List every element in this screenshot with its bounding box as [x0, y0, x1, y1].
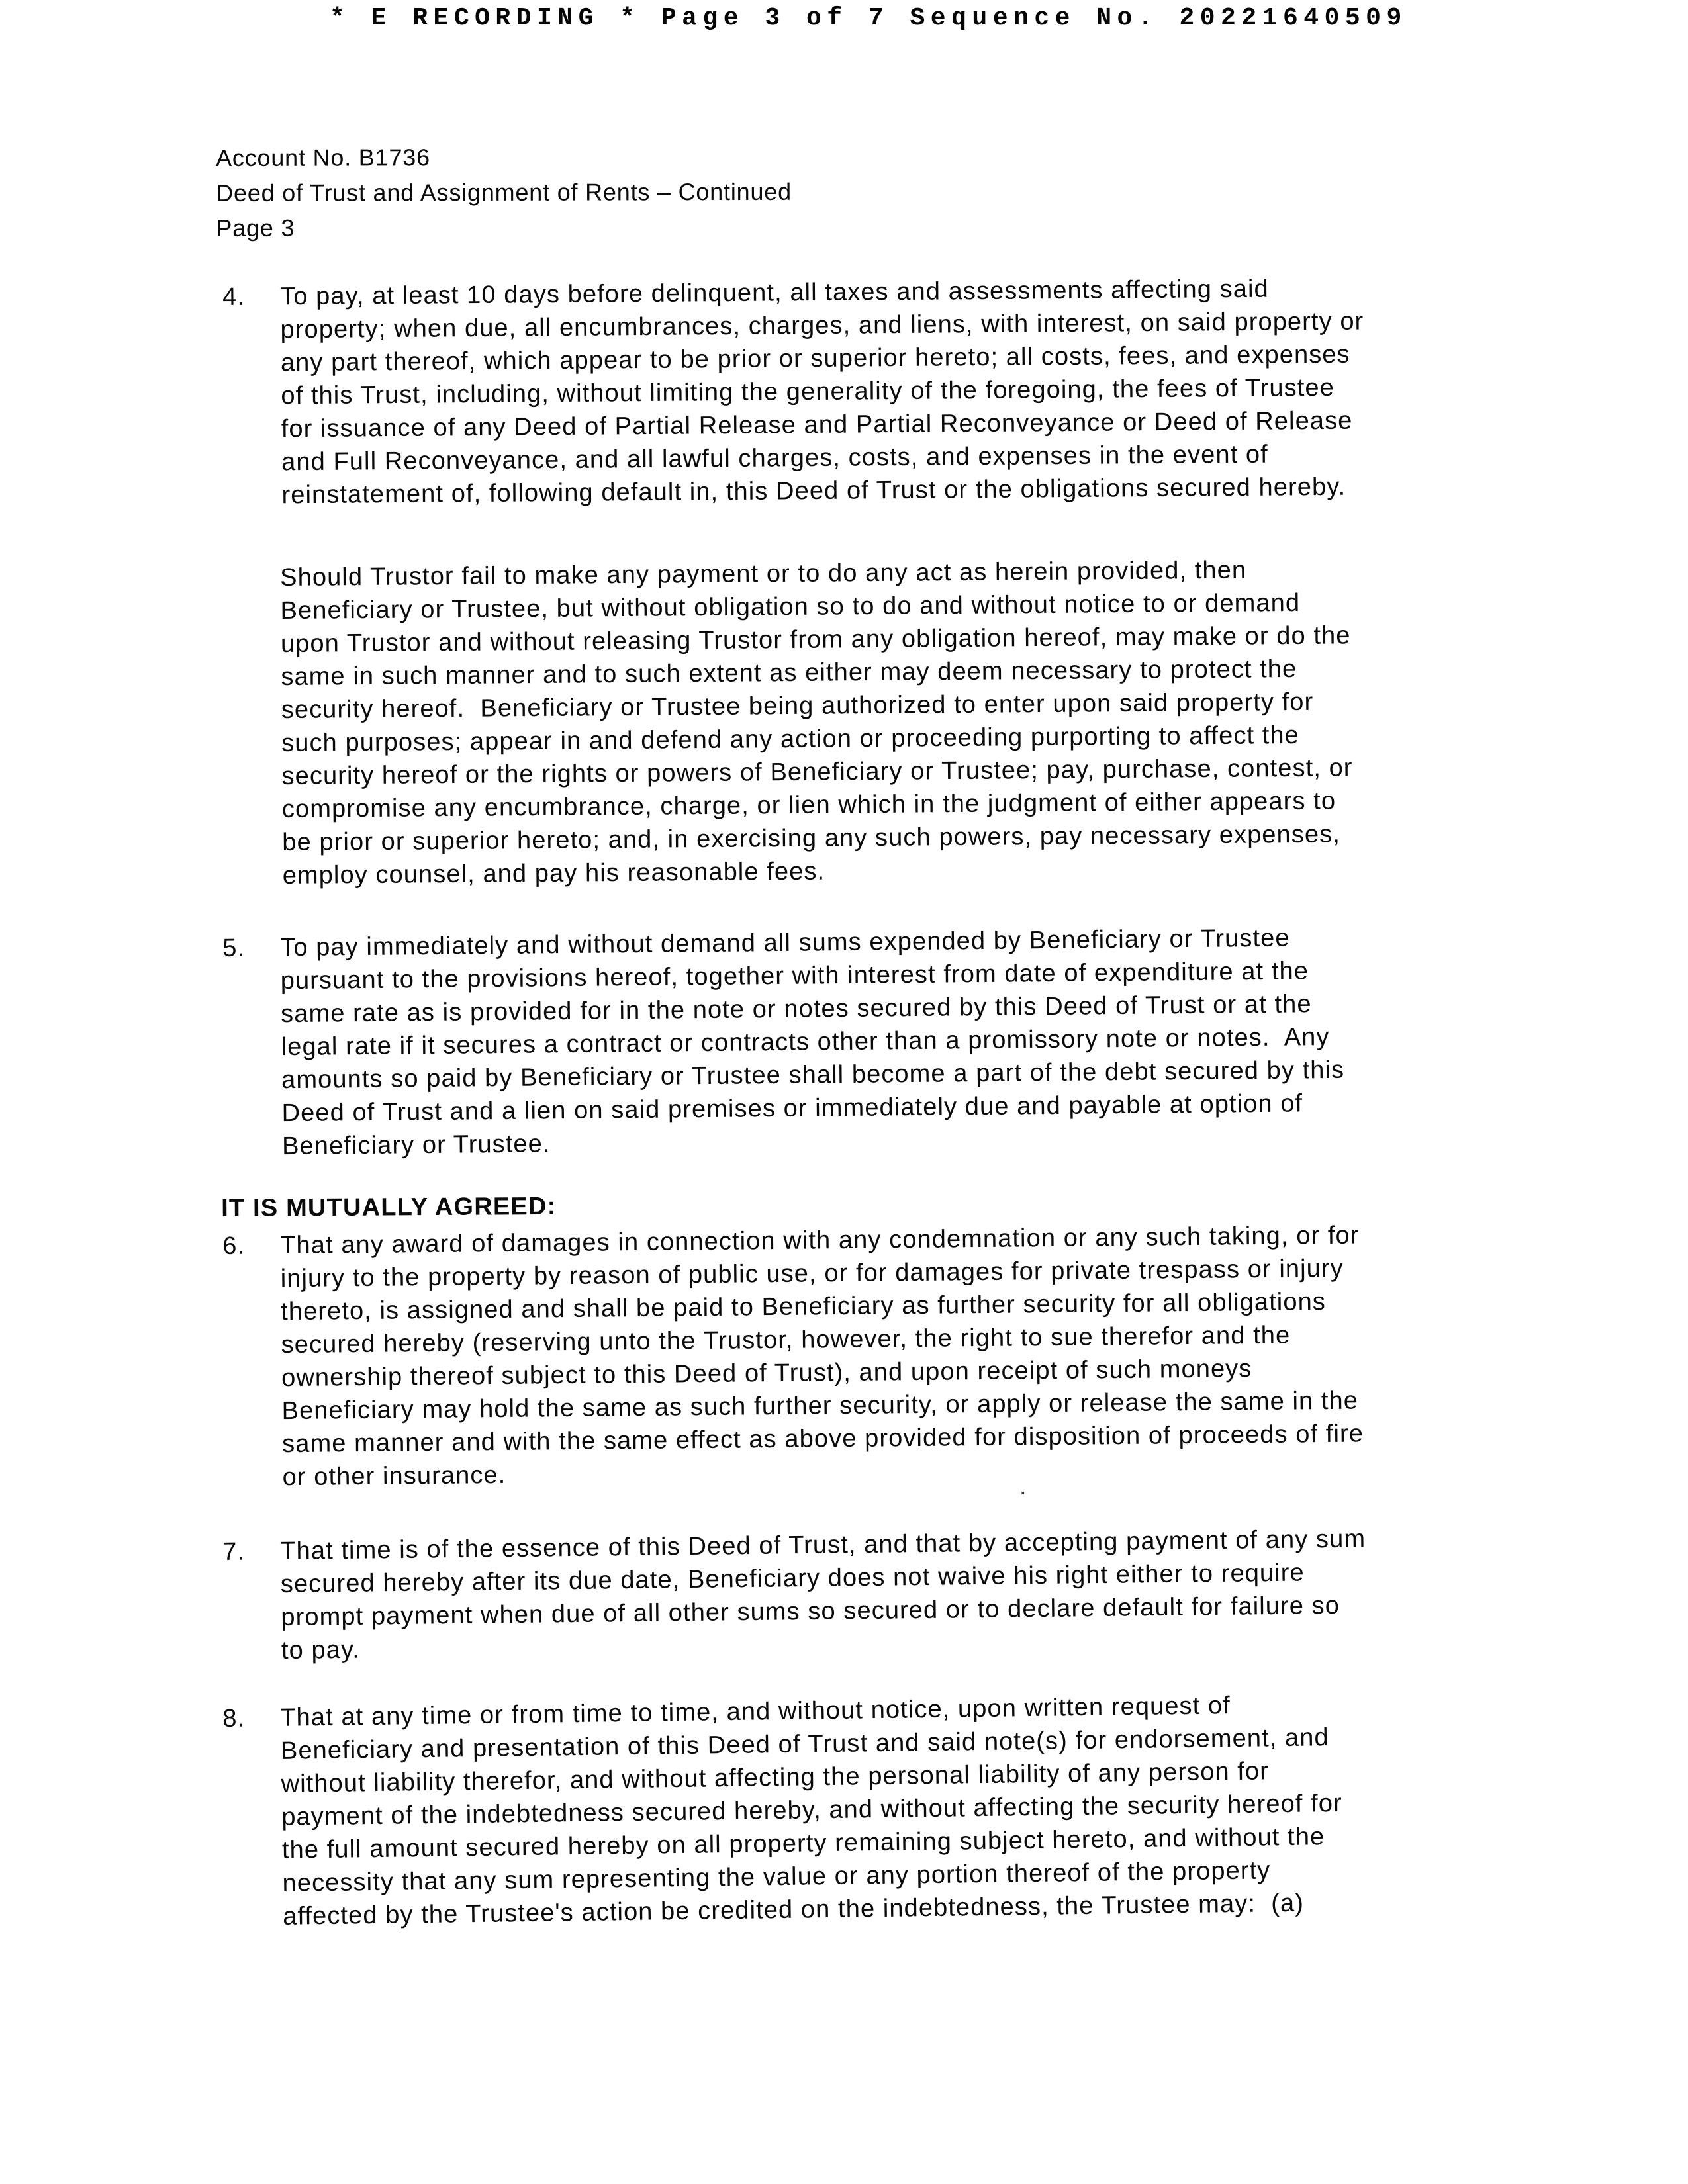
- mutually-agreed-heading: IT IS MUTUALLY AGREED:: [221, 1192, 557, 1222]
- clause-5-text: To pay immediately and without demand all sums expended by Beneficiary or Trustee pursuant to the provisions hereof, together with interest from date of expenditure at the same rate as is provided for in the note or notes secured by this Deed of Trust or at the legal rate if it secures a contract or contracts other than a promissory note or notes. Any amounts so paid by Beneficiary or Trustee shall become a part of the debt secured by this Deed of Trust and a lien on said premises or immediately due and payable at option of Beneficiary or Trustee.: [280, 924, 1345, 1161]
- clause-8-number: 8.: [222, 1704, 246, 1733]
- clause-4-continuation: [280, 552, 1494, 892]
- stray-period-mark: .: [1019, 1473, 1027, 1500]
- clause-5: [222, 920, 1493, 1163]
- clause-4-continuation-text: Should Trustor fail to make any payment or to do any act as herein provided, then Beneficiary or Trustee, but without obligation so to do and without notice to or demand upon Trustor and without releasing Trustor from any obligation hereof, may make or do the same in such manner and to such extent as either may deem necessary to protect the security hereof. Beneficiary or Trustee being authorized to enter upon said property for such purposes; appear in and defend any action or proceeding purporting to affect the security hereof or the rights or powers of Beneficiary or Trustee; pay, purchase, contest, or compromise any encumbrance, charge, or lien which in the judgment of either appears to be prior or superior hereto; and, in exercising any such powers, pay necessary expenses, employ counsel, and pay his reasonable fees.: [280, 556, 1353, 889]
- clause-7-text: That time is of the essence of this Deed of Trust, and that by accepting payment of any sum secured hereby after its due date, Beneficiary does not waive his right either to require prompt payment when due of all other sums so secured or to declare default for failure so to pay.: [280, 1525, 1366, 1665]
- clause-6-text: That any award of damages in connection with any condemnation or any such taking, or for injury to the property by reason of public use, or for damages for private trespass or injury thereto, is assigned and shall be paid to Beneficiary as further security for all obligations secured hereby (reserving unto the Trustor, however, the right to sue therefor and the ownership thereof subject to this Deed of Trust), and upon receipt of such moneys Beneficiary may hold the same as such further security, or apply or release the same in the same manner and with the same effect as above provided for disposition of proceeds of fire or other insurance.: [280, 1221, 1364, 1492]
- clause-8-text: That at any time or from time to time, and without notice, upon written request of Beneficiary and presentation of this Deed of Trust and said note(s) for endorsement, and without liability therefor, and without affecting the personal liability of any person for payment of the indebtedness secured hereby, and without affecting the security hereof for the full amount secured hereby on all property remaining subject hereto, and without the necessity that any sum representing the value or any portion thereof of the property affected by the Trustee's action be credited on the indebtedness, the Trustee may: (a): [280, 1692, 1343, 1931]
- clause-4-text: To pay, at least 10 days before delinquent, all taxes and assessments affecting said property; when due, all encumbrances, charges, and liens, with interest, on said property or any part thereof, which appear to be prior or superior hereto; all costs, fees, and expenses of this Trust, including, without limiting the generality of the foregoing, the fees of Trustee for issuance of any Deed of Partial Release and Partial Reconveyance or Deed of Release and Full Reconveyance, and all lawful charges, costs, and expenses in the event of reinstatement of, following default in, this Deed of Trust or the obligations secured hereby.: [280, 275, 1364, 510]
- clause-7: [222, 1521, 1493, 1668]
- account-number-line: Account No. B1736: [216, 144, 430, 171]
- clause-4-number: 4.: [222, 283, 246, 311]
- clause-8: [222, 1686, 1494, 1934]
- document-title-line: Deed of Trust and Assignment of Rents – Continued: [216, 177, 792, 206]
- clause-6: [222, 1218, 1494, 1494]
- clause-5-number: 5.: [222, 934, 246, 962]
- e-recording-header: * E RECORDING * Page 3 of 7 Sequence No. 20221640509: [330, 4, 1407, 32]
- document-info-block: [216, 139, 792, 246]
- clause-4: [222, 271, 1493, 512]
- clause-6-number: 6.: [222, 1232, 246, 1260]
- clause-7-number: 7.: [222, 1537, 246, 1566]
- page-number-line: Page 3: [216, 214, 295, 242]
